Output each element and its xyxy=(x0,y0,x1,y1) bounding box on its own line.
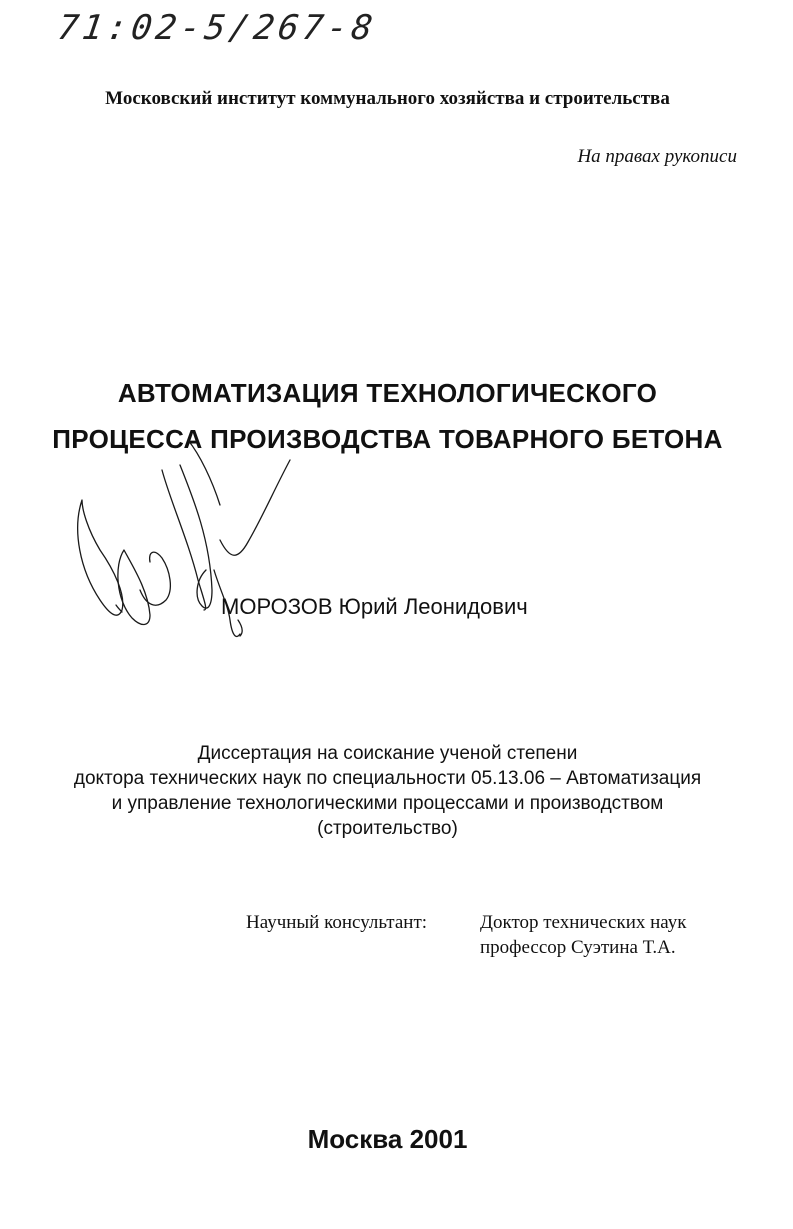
title-line-2: ПРОЦЕССА ПРОИЗВОДСТВА ТОВАРНОГО БЕТОНА xyxy=(52,424,723,454)
dissertation-line-3: и управление технологическими процессами и производством xyxy=(111,793,664,814)
author-name: МОРОЗОВ Юрий Леонидович xyxy=(221,594,528,619)
consultant-label: Научный консультант: xyxy=(246,912,428,933)
dissertation-line-1: Диссертация на соискание ученой степени xyxy=(197,743,578,764)
consultant-name: профессор Суэтина Т.А. xyxy=(480,937,676,958)
dissertation-line-4: (строительство) xyxy=(317,818,458,839)
dissertation-line-2: доктора технических наук по специальности 05.13.06 – Автоматизация xyxy=(73,768,702,789)
rights-note: На правах рукописи xyxy=(577,146,737,167)
archive-code: 71:02-5/267-8 xyxy=(55,8,379,48)
consultant-degree: Доктор технических наук xyxy=(480,912,687,933)
city-year: Москва 2001 xyxy=(307,1124,468,1154)
title-line-1: АВТОМАТИЗАЦИЯ ТЕХНОЛОГИЧЕСКОГО xyxy=(117,378,658,408)
institute-name: Московский институт коммунального хозяйства и строительства xyxy=(105,88,670,109)
